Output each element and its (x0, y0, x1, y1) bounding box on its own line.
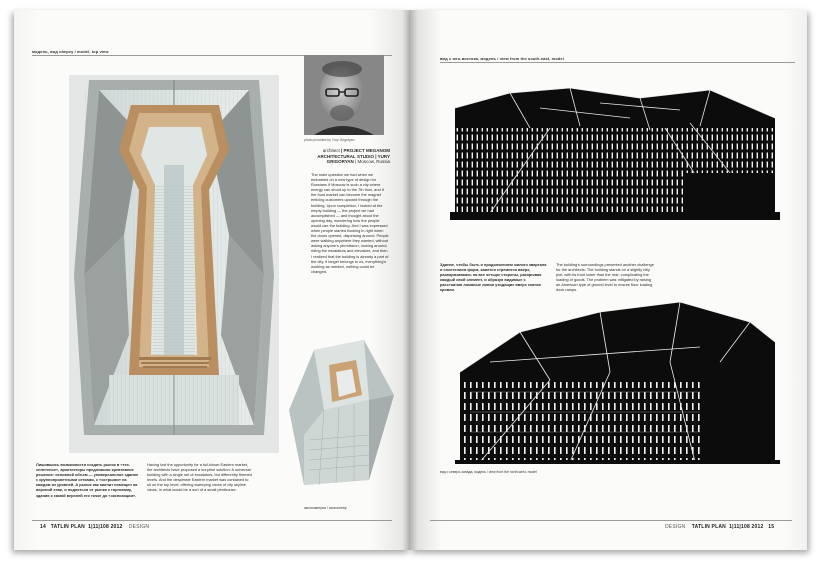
magazine-spread (14, 10, 807, 550)
right-issue: 1|11|108 2012 (729, 524, 764, 530)
left-magazine-name: TATLIN PLAN (50, 524, 85, 530)
elevation-south-east-drawing (450, 88, 780, 248)
right-header-rule (440, 62, 795, 63)
author-block: architect | PROJECT MEGANOM ARCHITECTURAL STUDIO | YURY GRIGORYAN | Moscow, Russia (317, 148, 390, 165)
author-company: PROJECT MEGANOM ARCHITECTURAL STUDIO (317, 148, 390, 159)
left-text-english: Having lost the opportunity for a full-blown Eastern market, the architects have proposed a surprise solution: A universal building with a single set of escalators, but differently themed levels. And the desperate Eastern market was contained to sit on the top level, offering sweeping views of city skyline views, in what would be a sort of a small penthouse. (147, 462, 252, 493)
north-west-caption: вид с северо-запада, модель / view from the north-west, model (440, 470, 537, 474)
right-magazine-name: TATLIN PLAN (691, 524, 726, 530)
author-role: architect (322, 148, 340, 153)
right-page (410, 10, 807, 550)
top-view-model-image (69, 75, 279, 453)
author-name: YURY GRIGORYAN (326, 153, 390, 165)
spine-shadow (402, 10, 418, 550)
photo-credit: photo provided by Yury Grigoryan (304, 138, 355, 142)
right-text-english: The building's surroundings presented another challenge for the architects. The building stands on a slightly hilly plot, with its front lower than the rear, complicating the loading of goods. The problem was mitigated by raising an American type of ground level to ensure floor loading dock ramps. (556, 262, 654, 293)
left-issue: 1|11|108 2012 (88, 524, 123, 530)
author-city: Moscow, Russia (357, 159, 390, 165)
right-text-russian: Здание, чтобы быть и продолжением жилого квартала и сплетением форм, кажется стремится вверх, разворачиваясь на все четыре стороны, раскрывая каждый свой элемент, и образуя видимые с расстояния ломаные линии уходящих вверх скатов кровли. (440, 262, 547, 293)
architect-quote-text: The main question we had when we embarked on a new type of design for Russians if Moscow is such a city where energy can shoot up to the 7th floor, and if the food market can become the magnet enticing customers upward through the building. Upon completion, I looked at the empty building — the project we had accomplished — and thought about the opening day, wondering how the people would use the building. And I was impressed when people started flocking in right when the doors opened, dispersing around. People were walking anywhere they wanted, without asking anyone's permission, looking around, riding the escalators and elevators, and then I realized that the building is already a part of the city, it longer belongs to us, everything's working as needed, nothing could be changed. (311, 172, 389, 274)
right-page-number: 15 (768, 524, 775, 530)
footer-rule (32, 520, 392, 521)
right-footer-rule (430, 520, 792, 521)
right-page-header: вид с юго-востока, модель / view from the south-east, model (440, 56, 564, 61)
left-section: DESIGN (128, 524, 150, 530)
left-page-number: 14 (40, 524, 46, 530)
left-page-header: модель, вид сверху / model, top view (32, 49, 109, 54)
axonometry-model-image (284, 340, 399, 490)
right-footer (665, 524, 774, 530)
left-text-russian: Лишившись возможности создать рынок в «техсплетенье», архитекторы предложили креативное решение: основной объем — универсальное здание с крупнопролетными сетками, с «острыми» на каждом из уровней. А рынок как магнит помещен на верхний этаж, и подняться от рынка к торговому, здания к самой верхней его точке до «экспозиции». (36, 462, 139, 498)
right-section: DESIGN (665, 524, 686, 530)
axonometry-caption: аксонометрия / axonometry (304, 506, 347, 510)
architect-portrait-photo (304, 55, 384, 135)
left-footer (40, 524, 149, 530)
left-page (14, 10, 410, 550)
